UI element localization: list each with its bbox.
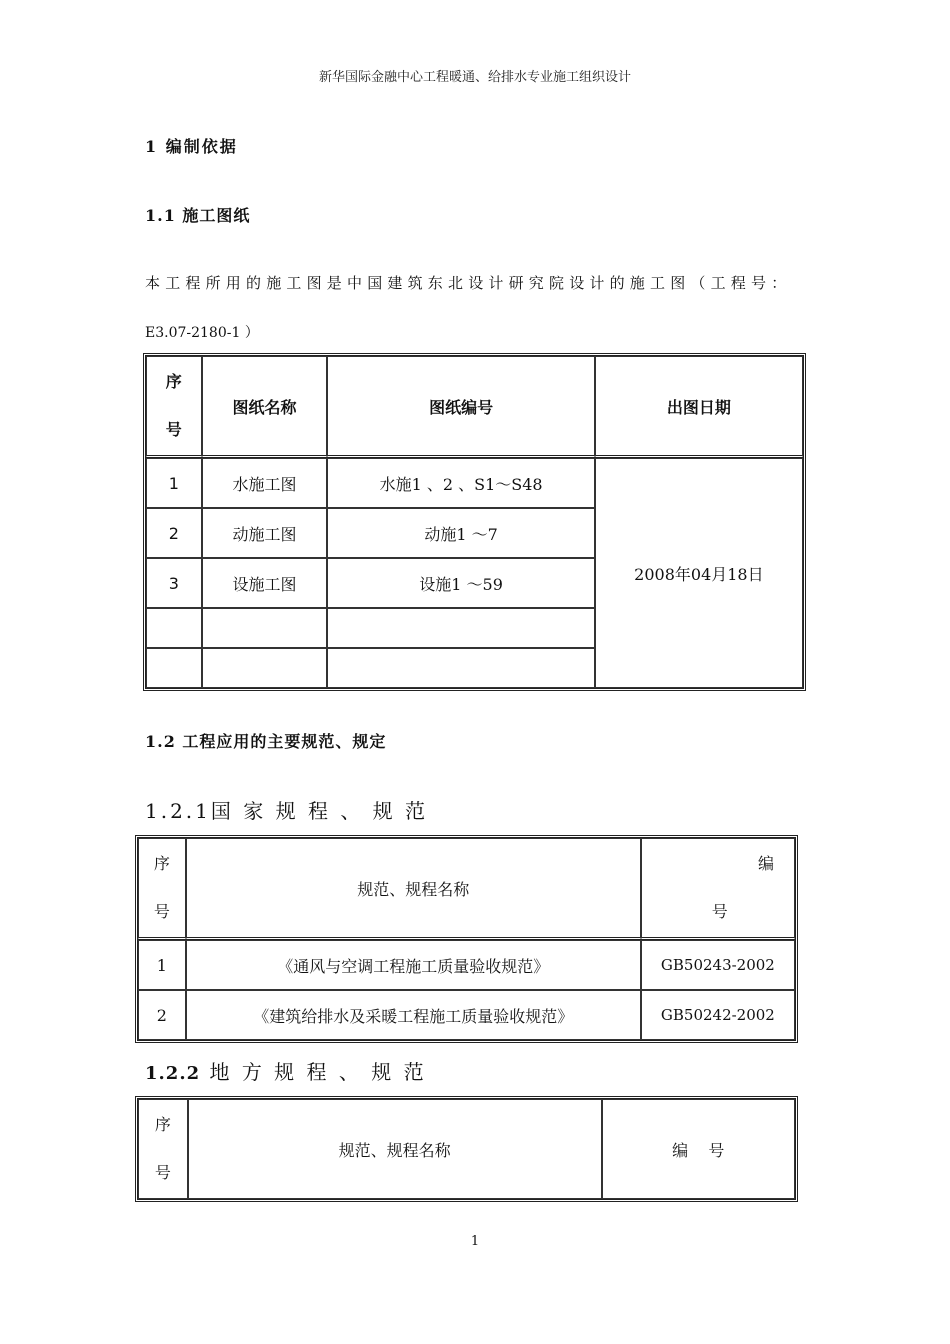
section-1-2-heading: 1.2 工程应用的主要规范、规定 xyxy=(145,732,387,751)
page-number: 1 xyxy=(470,1234,480,1249)
local-header-name: 规范、规程名称 xyxy=(188,1099,602,1199)
national-name: 《建筑给排水及采暖工程施工质量验收规范》 xyxy=(186,990,641,1040)
drawings-date: 2008年04月18日 xyxy=(595,458,803,688)
drawings-header-code: 图纸编号 xyxy=(327,356,594,458)
national-header-code: 编 号 xyxy=(641,838,795,940)
national-code: GB50243-2002 xyxy=(641,940,795,990)
paragraph-line-2: E3.07-2180-1 ） xyxy=(145,325,259,341)
drawings-name: 动施工图 xyxy=(202,508,328,558)
section-1-2-1-heading: 1.2.1国 家 规 程 、 规 范 xyxy=(145,799,429,823)
section-1-1-heading: 1.1 施工图纸 xyxy=(145,206,251,225)
drawings-seq: 1 xyxy=(146,458,202,508)
drawings-header-date: 出图日期 xyxy=(595,356,803,458)
section-1-2-2-heading xyxy=(145,1056,427,1085)
national-standards-table xyxy=(135,835,798,1043)
drawings-header-name: 图纸名称 xyxy=(202,356,328,458)
section-1-2-2-number: 1.2.2 xyxy=(145,1063,201,1084)
page-header: 新华国际金融中心工程暖通、给排水专业施工组织设计 xyxy=(318,70,631,85)
local-header-code: 编 号 xyxy=(602,1099,796,1199)
section-1-heading: 1 编制依据 xyxy=(145,137,238,156)
table-row xyxy=(138,990,795,1040)
national-header-name: 规范、规程名称 xyxy=(186,838,641,940)
paragraph-line-1: 本工程所用的施工图是中国建筑东北设计研究院设计的施工图（工程号： xyxy=(145,274,792,292)
national-seq: 2 xyxy=(138,990,186,1040)
drawings-name: 设施工图 xyxy=(202,558,328,608)
local-header-seq: 序 号 xyxy=(138,1099,188,1199)
national-seq: 1 xyxy=(138,940,186,990)
drawings-code: 动施1 ～7 xyxy=(327,508,594,558)
drawings-seq: 2 xyxy=(146,508,202,558)
drawings-header-seq: 序 号 xyxy=(146,356,202,458)
section-1-2-2-text: 地 方 规 程 、 规 范 xyxy=(200,1060,427,1084)
national-code: GB50242-2002 xyxy=(641,990,795,1040)
table-row xyxy=(138,940,795,990)
local-standards-table xyxy=(135,1096,798,1202)
drawings-table xyxy=(143,353,806,691)
table-row xyxy=(146,458,803,508)
national-header-seq: 序 号 xyxy=(138,838,186,940)
drawings-name: 水施工图 xyxy=(202,458,328,508)
national-name: 《通风与空调工程施工质量验收规范》 xyxy=(186,940,641,990)
drawings-code: 水施1 、2 、S1～S48 xyxy=(327,458,594,508)
drawings-code: 设施1 ～59 xyxy=(327,558,594,608)
drawings-seq: 3 xyxy=(146,558,202,608)
